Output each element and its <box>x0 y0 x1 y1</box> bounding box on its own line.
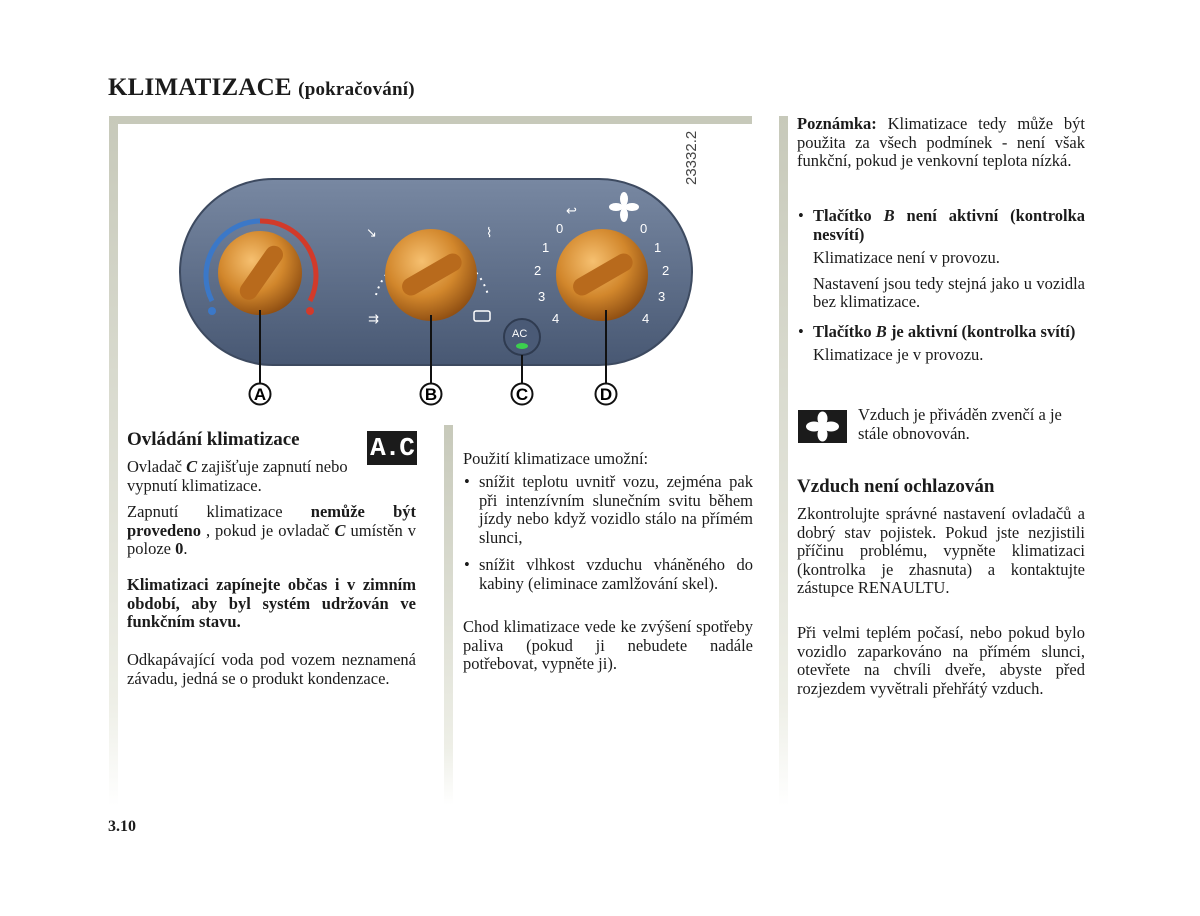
right-status-list <box>797 207 1085 365</box>
climate-control-panel-figure <box>118 125 752 425</box>
ac-button-label: AC <box>512 328 528 340</box>
fan-scale-left-1: 1 <box>542 240 550 255</box>
right-heading: Vzduch není ochlazován <box>797 476 995 497</box>
page-number: 3.10 <box>108 818 136 835</box>
face-vent-icon: ↘ <box>366 225 377 240</box>
right-column-rule <box>779 116 788 806</box>
mid-bullet-1: • snížit teplotu uvnitř vozu, zejména pak při intenzívním slunečním svitu během jízdy nebo když vozidlo stálo na přímém slunci, <box>463 473 753 547</box>
fan-scale-left-4: 4 <box>552 311 560 326</box>
page-title <box>108 74 415 102</box>
cold-dot <box>208 307 216 315</box>
title-sub: (pokračování) <box>298 79 415 100</box>
mid-bullet-list <box>463 473 753 593</box>
right-para-1: Zkontrolujte správné nastavení ovladačů a dobrý stav pojistek. Pokud jste nezjistili příčinu problému, vypněte klimatizaci (kontrolka je zhasnuta) a kontaktujte zástupce RENAULTU. <box>797 504 1085 597</box>
callout-c: C <box>515 385 529 404</box>
callout-a: A <box>253 385 267 404</box>
mid-intro: Použití klimatizace umožní: <box>463 449 649 468</box>
left-para-4: Odkapávající voda pod vozem neznamená závadu, jedná se o produkt kondenzace. <box>127 650 416 688</box>
callout-b: B <box>424 385 438 404</box>
middle-column-rule <box>444 425 453 805</box>
fan-scale-right-0: 0 <box>640 221 648 236</box>
left-para-2: Zapnutí klimatizace nemůže být provedeno , pokud je ovladač C umístěn v poloze 0. <box>127 502 416 558</box>
left-para-3: Klimatizaci zapínejte občas i v zimním období, aby byl systém udržován ve funkčním stavu. <box>127 575 416 631</box>
fan-scale-left-2: 2 <box>534 263 542 278</box>
defrost-icon: ⌇ <box>486 225 493 240</box>
figure-top-rule <box>109 116 752 124</box>
fan-scale-left-3: 3 <box>538 289 546 304</box>
callout-d: D <box>599 385 613 404</box>
ac-led <box>516 343 528 349</box>
fan-icon-text: Vzduch je přiváděn zvenčí a je stále obnovován. <box>858 405 1062 443</box>
hot-dot <box>306 307 314 315</box>
fan-scale-right-1: 1 <box>654 240 662 255</box>
mid-bullet-2: • snížit vlhkost vzduchu vháněného do kabiny (eliminace zamlžování skel). <box>463 556 753 593</box>
fan-icon <box>798 410 847 443</box>
right-status-active: • Tlačítko B je aktivní (kontrolka svítí) Klimatizace je v provozu. <box>797 323 1085 365</box>
fan-scale-right-3: 3 <box>658 289 666 304</box>
right-status-inactive: • Tlačítko B není aktivní (kontrolka nesvítí) Klimatizace není v provozu. Nastavení jsou tedy stejná jako u vozidla bez klimatizace. <box>797 207 1085 312</box>
fan-scale-right-2: 2 <box>662 263 670 278</box>
title-main: KLIMATIZACE <box>108 74 292 101</box>
fan-scale-right-4: 4 <box>642 311 650 326</box>
right-note: Poznámka: Klimatizace tedy může být použita za všech podmínek - není však funkční, pokud je venkovní teplota nízká. <box>797 114 1085 170</box>
feet-vent-icon: ⇉ <box>368 311 379 326</box>
figure-reference-number: 23332.2 <box>683 130 700 185</box>
left-para-1: Ovladač C zajišťuje zapnutí nebo vypnutí klimatizace. <box>127 457 348 495</box>
fan-scale-left-0: 0 <box>556 221 564 236</box>
right-para-2: Při velmi teplém počasí, nebo pokud bylo vozidlo zaparkováno na přímém slunci, otevřete na chvíli dveře, abyste před rozjezdem vyvětrali přehřátý vzduch. <box>797 623 1085 698</box>
recirculation-icon: ↩ <box>566 203 577 218</box>
figure-left-rule <box>109 116 118 806</box>
mid-para: Chod klimatizace vede ke zvýšení spotřeby paliva (pokud ji nebudete nadále potřebovat, vypněte ji). <box>463 617 753 673</box>
ac-badge-icon: A.C <box>367 431 417 465</box>
left-heading: Ovládání klimatizace <box>127 429 300 450</box>
